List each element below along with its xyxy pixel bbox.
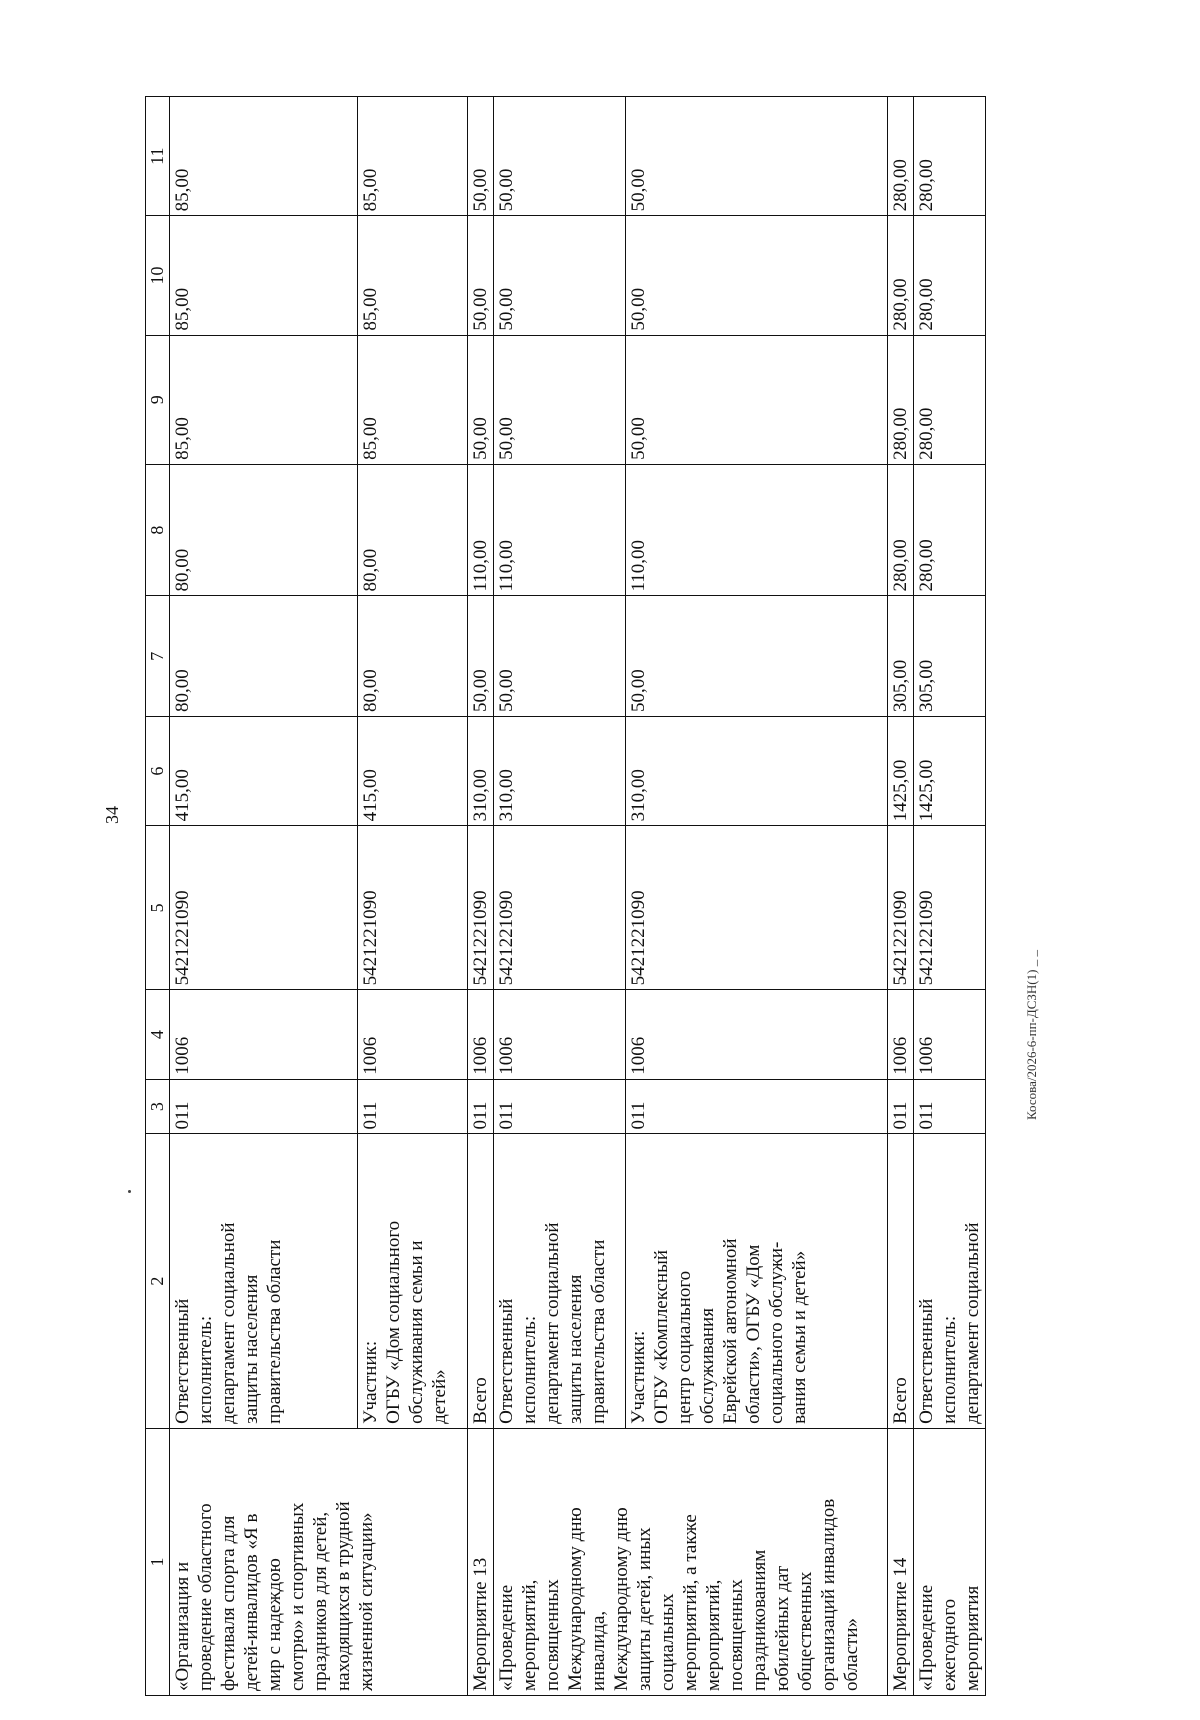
- page-number: 34: [102, 806, 122, 824]
- event-title-cell: Мероприятие 13: [468, 1428, 494, 1695]
- year-value-cell: 80,00: [170, 596, 358, 717]
- year-value-cell: 280,00: [914, 97, 986, 216]
- year-value-cell: 110,00: [468, 464, 494, 596]
- year-value-cell: 85,00: [170, 216, 358, 335]
- target-article-cell: 5421221090: [468, 826, 494, 990]
- budget-table: [145, 96, 986, 1696]
- grbs-cell: 011: [914, 1079, 986, 1134]
- section-cell: 1006: [494, 990, 626, 1079]
- executor-cell: Ответственный исполнитель: департамент социальной: [914, 1134, 986, 1428]
- year-value-cell: 80,00: [358, 596, 468, 717]
- year-value-cell: 280,00: [888, 335, 914, 464]
- year-value-cell: 50,00: [468, 97, 494, 216]
- scan-dot: [128, 1190, 131, 1193]
- year-value-cell: 280,00: [888, 216, 914, 335]
- year-value-cell: 50,00: [468, 335, 494, 464]
- header-cell: 1: [146, 1428, 170, 1695]
- rotated-table-container: [145, 96, 983, 1696]
- participant-cell: Участник: ОГБУ «Дом социального обслуживания семьи и детей»: [358, 1134, 468, 1428]
- event-title-cell: Мероприятие 14: [888, 1428, 914, 1695]
- table-row: [494, 97, 626, 1696]
- target-article-cell: 5421221090: [358, 826, 468, 990]
- table-row: [170, 97, 358, 1696]
- total-cell: 310,00: [626, 717, 888, 826]
- total-cell: 1425,00: [914, 717, 986, 826]
- target-article-cell: 5421221090: [626, 826, 888, 990]
- header-cell: 8: [146, 464, 170, 596]
- target-article-cell: 5421221090: [170, 826, 358, 990]
- year-value-cell: 110,00: [494, 464, 626, 596]
- document-footer-code: Косова/2026-6-пп-ДСЗН(1) _ _: [1024, 950, 1039, 1120]
- grbs-cell: 011: [468, 1079, 494, 1134]
- year-value-cell: 50,00: [626, 216, 888, 335]
- year-value-cell: 50,00: [494, 216, 626, 335]
- year-value-cell: 50,00: [494, 97, 626, 216]
- section-cell: 1006: [914, 990, 986, 1079]
- table-row: [888, 97, 914, 1696]
- header-cell: 6: [146, 717, 170, 826]
- grbs-cell: 011: [170, 1079, 358, 1134]
- total-cell: 415,00: [358, 717, 468, 826]
- target-article-cell: 5421221090: [914, 826, 986, 990]
- year-value-cell: 280,00: [914, 464, 986, 596]
- total-cell: 415,00: [170, 717, 358, 826]
- year-value-cell: 280,00: [888, 97, 914, 216]
- year-value-cell: 50,00: [494, 335, 626, 464]
- header-cell: 11: [146, 97, 170, 216]
- year-value-cell: 280,00: [914, 216, 986, 335]
- section-cell: 1006: [626, 990, 888, 1079]
- section-cell: 1006: [170, 990, 358, 1079]
- executor-cell: Ответственный исполнитель: департамент социальной защиты населения правительства области: [494, 1134, 626, 1428]
- header-cell: 3: [146, 1079, 170, 1134]
- year-value-cell: 110,00: [626, 464, 888, 596]
- event-description-cell: «Проведение ежегодного мероприятия: [914, 1428, 986, 1695]
- total-cell: 310,00: [468, 717, 494, 826]
- table-row: [468, 97, 494, 1696]
- year-value-cell: 50,00: [468, 216, 494, 335]
- year-value-cell: 85,00: [170, 97, 358, 216]
- table-header-row: [146, 97, 170, 1696]
- year-value-cell: 280,00: [914, 335, 986, 464]
- participant-cell: Участники: ОГБУ «Комплексный центр социального обслуживания Еврейской автономной области», ОГБУ «Дом социального обслужи- вания семьи и детей»: [626, 1134, 888, 1428]
- grbs-cell: 011: [888, 1079, 914, 1134]
- section-cell: 1006: [358, 990, 468, 1079]
- year-value-cell: 80,00: [358, 464, 468, 596]
- total-label-cell: Всего: [468, 1134, 494, 1428]
- year-value-cell: 305,00: [914, 596, 986, 717]
- year-value-cell: 305,00: [888, 596, 914, 717]
- target-article-cell: 5421221090: [888, 826, 914, 990]
- year-value-cell: 280,00: [888, 464, 914, 596]
- grbs-cell: 011: [626, 1079, 888, 1134]
- total-label-cell: Всего: [888, 1134, 914, 1428]
- event-description-cell: «Организация и проведение областного фестиваля спорта для детей-инвалидов «Я в мир с надеждою смотрю» и спортивных праздников для детей, находящихся в трудной жизненной ситуации»: [170, 1428, 468, 1695]
- header-cell: 10: [146, 216, 170, 335]
- year-value-cell: 85,00: [358, 216, 468, 335]
- year-value-cell: 85,00: [358, 335, 468, 464]
- year-value-cell: 50,00: [626, 596, 888, 717]
- grbs-cell: 011: [358, 1079, 468, 1134]
- table-row: [914, 97, 986, 1696]
- year-value-cell: 50,00: [468, 596, 494, 717]
- total-cell: 1425,00: [888, 717, 914, 826]
- header-cell: 7: [146, 596, 170, 717]
- grbs-cell: 011: [494, 1079, 626, 1134]
- header-cell: 2: [146, 1134, 170, 1428]
- header-cell: 4: [146, 990, 170, 1079]
- event-description-cell: «Проведение мероприятий, посвященных Международному дню инвалида, Международному дню защиты детей, иных социальных мероприятий, а также мероприятий, посвященных праздникованиям юбилейных дат общественных организаций инвалидов области»: [494, 1428, 888, 1695]
- section-cell: 1006: [468, 990, 494, 1079]
- year-value-cell: 50,00: [626, 335, 888, 464]
- total-cell: 310,00: [494, 717, 626, 826]
- header-cell: 5: [146, 826, 170, 990]
- year-value-cell: 85,00: [170, 335, 358, 464]
- target-article-cell: 5421221090: [494, 826, 626, 990]
- year-value-cell: 85,00: [358, 97, 468, 216]
- header-cell: 9: [146, 335, 170, 464]
- year-value-cell: 50,00: [626, 97, 888, 216]
- year-value-cell: 80,00: [170, 464, 358, 596]
- section-cell: 1006: [888, 990, 914, 1079]
- year-value-cell: 50,00: [494, 596, 626, 717]
- executor-cell: Ответственный исполнитель: департамент социальной защиты населения правительства области: [170, 1134, 358, 1428]
